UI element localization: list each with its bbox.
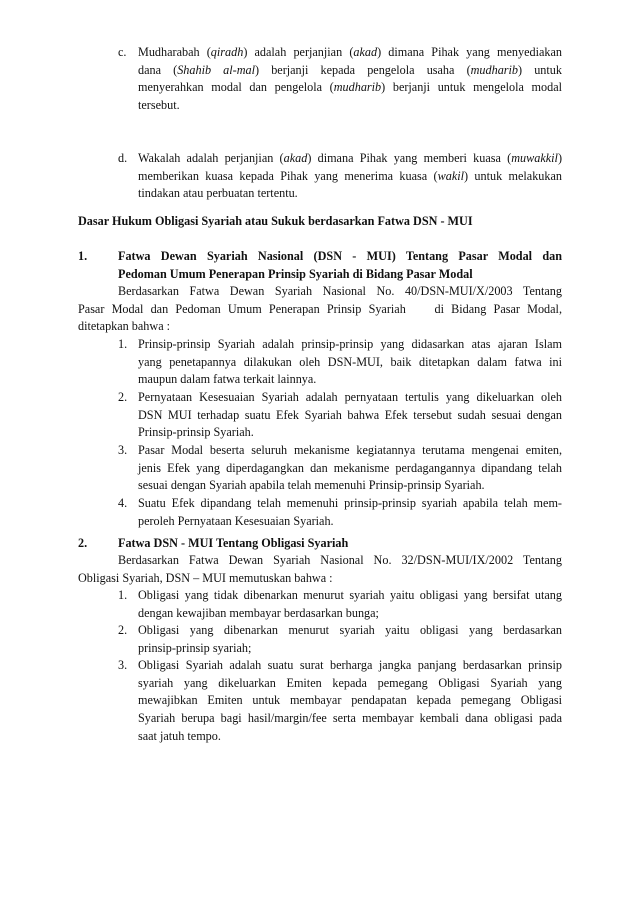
text-line: maupun dalam fatwa terkait lainnya. <box>138 372 317 387</box>
list-marker: 2. <box>118 623 128 637</box>
text-run: ) <box>557 151 562 165</box>
list-item-text <box>138 150 562 203</box>
text-line: Obligasi yang tidak dibenarkan menurut syariah yaitu obligasi yang bersifat utang <box>138 588 562 602</box>
list-marker: 2. <box>118 390 128 404</box>
section1-title-line1: Fatwa Dewan Syariah Nasional (DSN - MUI) Tentang Pasar Modal dan <box>118 249 562 263</box>
list-item-text <box>138 657 562 746</box>
text-line: jenis Efek yang diperdagangkan dan mekanisme perdagangannya dipandang telah <box>138 460 562 475</box>
text-run: ) dimana Pihak yang memberi kuasa ( <box>307 151 512 165</box>
list-item-text <box>138 44 562 115</box>
section2-intro-line2: Obligasi Syariah, DSN – MUI memutuskan bahwa : <box>78 571 333 585</box>
section1-title-line2: Pedoman Umum Penerapan Prinsip Syariah di Bidang Pasar Modal <box>118 267 473 281</box>
text-line <box>138 79 562 97</box>
italic-term: akad <box>283 151 308 165</box>
text-line: Obligasi Syariah adalah suatu surat berharga jangka panjang berdasarkan prinsip <box>138 658 562 672</box>
text-run: ) untuk melakukan <box>464 168 562 183</box>
italic-term: mudharib <box>333 80 382 95</box>
italic-term: Shahib al-mal <box>177 62 256 77</box>
text-run: Mudharabah ( <box>138 45 211 59</box>
text-line <box>138 168 562 186</box>
text-line: syariah yang dikeluarkan Emiten kepada pemegang Obligasi Syariah yang <box>138 675 562 690</box>
text-line: peroleh Pernyataan Kesesuaian Syariah. <box>138 513 334 528</box>
text-run: tindakan atau perbuatan tertentu. <box>138 186 298 201</box>
text-line: dengan kewajiban membayar berdasarkan bunga; <box>138 605 379 620</box>
list-item-text <box>138 495 562 530</box>
text-run: Wakalah adalah perjanjian ( <box>138 151 284 165</box>
text-line: Pasar Modal beserta seluruh mekanisme kegiatannya terutama mengenai emiten, <box>138 443 562 457</box>
text-run: ) berjanji untuk mengelola modal <box>381 80 562 95</box>
text-line: Suatu Efek dipandang telah memenuhi prinsip-prinsip syariah apabila telah mem- <box>138 496 562 510</box>
text-line: Syariah berupa bagi hasil/margin/fee serta membayar kembali dana obligasi pada <box>138 711 562 726</box>
text-run: dana ( <box>138 62 178 77</box>
text-line <box>138 97 562 115</box>
list-marker: 1. <box>118 337 128 351</box>
section2-title: Fatwa DSN - MUI Tentang Obligasi Syariah <box>118 536 349 550</box>
section1-intro-line3: ditetapkan bahwa : <box>78 319 171 333</box>
text-line: yang penetapannya dilakukan oleh DSN-MUI, baik ditetapkan dalam fatwa ini <box>138 354 562 369</box>
text-line: prinsip-prinsip syariah; <box>138 640 252 655</box>
text-run: ) berjanji kepada pengelola usaha ( <box>255 62 471 77</box>
text-run: ) adalah perjanjian ( <box>243 45 354 59</box>
text-run: ) dimana Pihak yang menyediakan <box>377 45 562 59</box>
text-line <box>138 185 562 203</box>
text-line <box>138 62 562 80</box>
list-item-text <box>138 336 562 389</box>
text-line: Obligasi yang dibenarkan menurut syariah yaitu obligasi yang berdasarkan <box>138 623 562 637</box>
italic-term: mudharib <box>470 62 519 77</box>
text-line: Prinsip-prinsip Syariah. <box>138 425 254 440</box>
text-run: memberikan kuasa kepada Pihak yang menerima kuasa ( <box>138 168 438 183</box>
text-line: DSN MUI terhadap suatu Efek Syariah bahwa Efek tersebut sudah sesuai dengan <box>138 407 562 422</box>
italic-term: wakil <box>437 168 464 183</box>
section-heading: Dasar Hukum Obligasi Syariah atau Sukuk berdasarkan Fatwa DSN - MUI <box>78 214 473 228</box>
list-marker: c. <box>118 45 127 59</box>
section1-intro-line1: Berdasarkan Fatwa Dewan Syariah Nasional No. 40/DSN-MUI/X/2003 Tentang <box>118 284 562 298</box>
italic-term: akad <box>353 45 378 59</box>
text-line <box>138 44 562 62</box>
text-line <box>138 150 562 168</box>
list-item-text <box>138 389 562 442</box>
section2-number: 2. <box>78 536 88 550</box>
text-line: mewajibkan Emiten untuk membayar pendapatan kepada pemegang Obligasi <box>138 693 562 708</box>
text-run: ) untuk <box>518 62 562 77</box>
text-run: menyerahkan modal dan pengelola ( <box>138 80 334 95</box>
text-line: sesuai dengan Syariah apabila telah memenuhi Prinsip-prinsip Syariah. <box>138 478 485 493</box>
section1-intro-line2: Pasar Modal dan Pedoman Umum Penerapan Prinsip Syariah di Bidang Pasar Modal, <box>78 302 562 316</box>
text-line: Prinsip-prinsip Syariah adalah prinsip-prinsip yang didasarkan atas ajaran Islam <box>138 337 562 351</box>
section1-number: 1. <box>78 249 88 263</box>
text-run: tersebut. <box>138 98 180 113</box>
list-item-text <box>138 622 562 657</box>
list-marker: 1. <box>118 588 128 602</box>
text-line: saat jatuh tempo. <box>138 728 221 743</box>
text-line: Pernyataan Kesesuaian Syariah adalah pernyataan tertulis yang dikeluarkan oleh <box>138 390 562 404</box>
list-item-text <box>138 442 562 495</box>
list-marker: 4. <box>118 496 128 510</box>
list-marker: d. <box>118 151 128 165</box>
section2-intro-line1: Berdasarkan Fatwa Dewan Syariah Nasional No. 32/DSN-MUI/IX/2002 Tentang <box>118 553 562 567</box>
list-marker: 3. <box>118 443 128 457</box>
list-item-text <box>138 587 562 622</box>
list-marker: 3. <box>118 658 128 672</box>
italic-term: qiradh <box>210 45 244 59</box>
italic-term: muwakkil <box>511 151 558 165</box>
